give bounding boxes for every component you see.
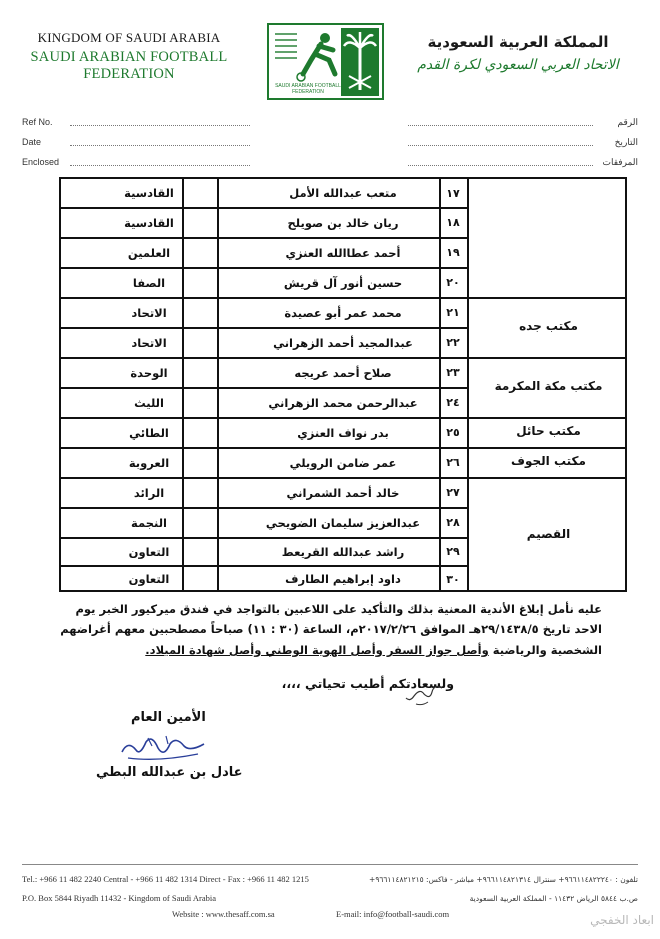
kingdom-title-en: KINGDOM OF SAUDI ARABIA	[37, 30, 221, 45]
enclosed-label-ar: المرفقات	[602, 157, 638, 167]
ref-label-ar: الرقم	[617, 117, 638, 127]
palm-tree-icon	[341, 28, 379, 96]
table-row	[88, 298, 467, 327]
letterhead-arabic	[398, 33, 638, 73]
body-line-1: عليه نأمل إبلاغ الأندية المعنية بذلك والتأكيد على اللاعبين بالتواجد في فندق ميركيور الخبر يوم	[75, 602, 602, 616]
player-name: راشد عبدالله القريعط	[281, 544, 405, 559]
logo-arabic-lines	[275, 33, 297, 63]
footer-email: E-mail: info@football-saudi.com	[336, 909, 450, 919]
table-row	[88, 328, 467, 357]
player-club: الرائد	[133, 485, 165, 500]
office-hail: مكتب حائل	[516, 424, 581, 438]
footer-phone-ar: تلفون : ٩٦٦١١٤٨٢٢٢٤٠+ سنترال ٩٦٦١١٤٨٢١٣١٤+ مباشر - فاكس: ٩٦٦١١٤٨٢١٢١٥+	[369, 875, 638, 884]
footballer-icon	[295, 30, 341, 82]
ref-row-refno	[22, 117, 638, 131]
logo-caption: SAUDI ARABIAN FOOTBALL FEDERATION	[275, 83, 341, 95]
date-label-en: Date	[22, 137, 42, 147]
saff-logo	[267, 23, 384, 100]
body-line-3-plain: الشخصية والرياضية	[488, 643, 602, 657]
table-row	[88, 208, 467, 237]
row-number: ٢٧	[446, 486, 460, 499]
watermark: ابعاد الخفجي	[590, 913, 654, 927]
date-label-ar: التاريخ	[614, 137, 638, 147]
player-club: النجمة	[131, 515, 167, 530]
player-club: الاتحاد	[131, 335, 167, 350]
ref-row-date	[22, 137, 638, 151]
player-club: العلمين	[127, 245, 171, 260]
kingdom-title-ar: المملكة العربية السعودية	[427, 33, 609, 51]
footer-address-ar: ص.ب ٥٨٤٤ الرياض ١١٤٣٢ - المملكة العربية السعودية	[469, 894, 638, 903]
row-number: ٣٠	[446, 572, 460, 586]
enclosed-label-en: Enclosed	[22, 157, 60, 167]
table-row	[88, 268, 467, 297]
table-row	[88, 358, 467, 387]
row-number: ٢٥	[446, 426, 460, 439]
body-line-2: الاحد تاريخ ٢٩/١٤٣٨/٥هـ الموافق ٢٠١٧/٢/٢٦م، الساعة (٣٠ : ١١) صباحاً مصطحبين معهم أغراضهم	[60, 622, 602, 636]
office-makkah: مكتب مكة المكرمة	[494, 379, 603, 393]
footer-divider	[22, 864, 638, 865]
row-number: ٢٦	[446, 456, 460, 469]
player-club: الليث	[134, 395, 164, 410]
player-club: التعاون	[128, 572, 170, 586]
player-name: بدر نواف العنزي	[297, 425, 389, 440]
office-jeddah: مكتب جده	[519, 319, 578, 333]
table-row	[88, 508, 467, 537]
row-number: ٢٨	[446, 516, 460, 529]
footer-phone-en: Tel.: +966 11 482 2240 Central - +966 11 482 1314 Direct - Fax : +966 11 482 1215	[22, 874, 309, 884]
federation-title-en: SAUDI ARABIAN FOOTBALL FEDERATION	[30, 49, 228, 82]
row-number: ١٩	[446, 246, 460, 259]
row-number: ٢٣	[446, 366, 460, 379]
player-club: الاتحاد	[131, 305, 167, 320]
table-row	[88, 566, 467, 592]
player-club: الصفا	[132, 275, 166, 290]
player-name: عبدالمجيد أحمد الزهراني	[273, 335, 413, 350]
player-club: القادسية	[124, 215, 174, 230]
federation-title-ar: الاتحاد العربي السعودي لكرة القدم	[417, 57, 619, 73]
initials-signature-icon	[404, 682, 446, 708]
signatory-title: الأمين العام	[131, 710, 206, 725]
office-jouf: مكتب الجوف	[511, 454, 586, 468]
row-number: ٢٠	[446, 276, 460, 289]
table-row	[88, 388, 467, 417]
players-table	[59, 177, 627, 592]
player-club: الطائي	[129, 425, 169, 440]
table-row	[88, 418, 467, 447]
player-name: داود إبراهيم الطارف	[285, 572, 401, 586]
table-row	[88, 448, 467, 477]
office-qassim: القصيم	[526, 527, 571, 541]
row-number: ١٧	[446, 186, 460, 200]
handwritten-signature-icon	[118, 732, 208, 764]
player-name: حسين أنور آل قريش	[283, 275, 403, 290]
body-line-3	[46, 641, 602, 660]
player-name: صلاح أحمد عريجه	[294, 365, 392, 380]
table-row	[88, 478, 467, 507]
signatory-name: عادل بن عبدالله البطي	[96, 765, 243, 780]
player-club: التعاون	[128, 544, 170, 559]
player-name: أحمد عطاالله العنزي	[285, 245, 401, 260]
player-name: خالد أحمد الشمراني	[286, 485, 400, 500]
row-number: ٢٤	[446, 396, 460, 409]
table-row	[88, 538, 467, 565]
letterhead-english	[14, 30, 244, 83]
body-line-3-underlined: وأصل جواز السفر وأصل الهوية الوطني وأصل شهادة الميلاد.	[145, 643, 489, 657]
player-name: عمر ضامن الرويلي	[289, 455, 397, 470]
footer-website: Website : www.thesaff.com.sa	[172, 909, 275, 919]
closing-greeting: ولسعادتكم أطيب تحياتي ،،،،	[281, 676, 454, 691]
table-row	[88, 238, 467, 267]
row-number: ١٨	[446, 216, 460, 229]
player-club: الوحدة	[130, 365, 168, 380]
ref-row-enclosed	[22, 157, 638, 171]
player-name: محمد عمر أبو عصيدة	[284, 305, 402, 320]
player-club: القادسية	[124, 186, 174, 200]
player-name: متعب عبدالله الأمل	[289, 186, 397, 200]
player-name: عبدالرحمن محمد الزهراني	[268, 395, 418, 410]
footer-address-en: P.O. Box 5844 Riyadh 11432 - Kingdom of Saudi Arabia	[22, 893, 216, 903]
row-number: ٢٢	[446, 336, 460, 349]
row-number: ٢١	[446, 306, 460, 319]
row-number: ٢٩	[446, 545, 460, 558]
table-row	[88, 179, 467, 207]
player-name: عبدالعزيز سليمان الضويحي	[265, 515, 421, 530]
ref-label-en: Ref No.	[22, 117, 53, 127]
player-name: ريان خالد بن صويلح	[287, 215, 399, 230]
player-club: العروبة	[128, 455, 170, 470]
